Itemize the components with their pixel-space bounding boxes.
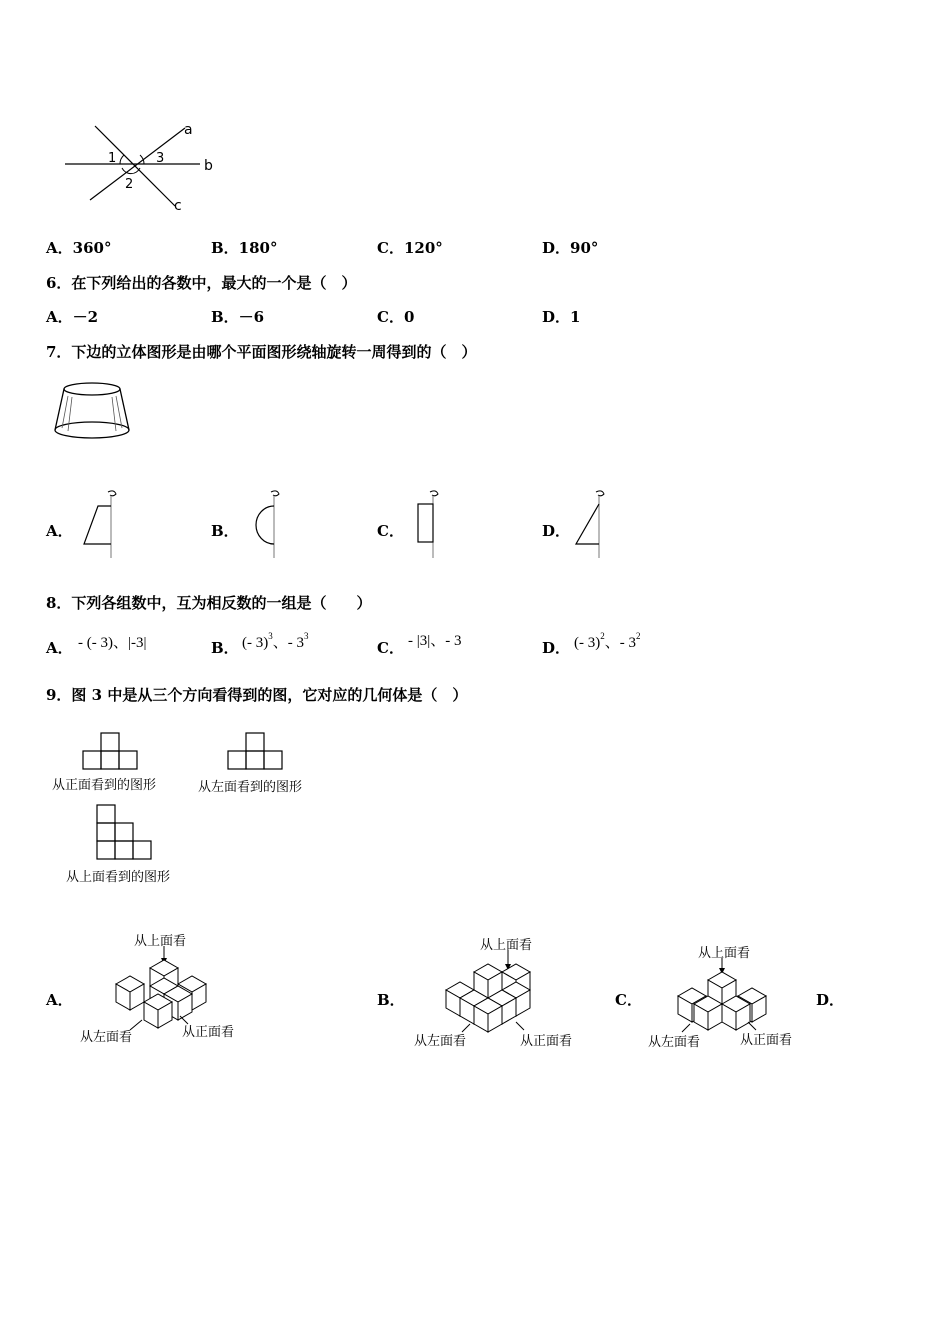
label-1: 1 (108, 151, 117, 166)
q8-option-b[interactable]: B． (211, 639, 239, 657)
q6-option-d[interactable]: D．1 (542, 308, 581, 326)
q7-shape-a-trapezoid (78, 488, 128, 560)
q7-option-c[interactable]: C． (377, 522, 404, 540)
q6-question: 6．在下列给出的各数中，最大的一个是（ ） (46, 274, 357, 292)
q8-a-sep: 、 (112, 635, 128, 651)
q8-d-e1-exp: 2 (600, 631, 605, 641)
q7-shape-b-semicircle (245, 488, 295, 560)
q9-option-d[interactable]: D． (816, 991, 845, 1009)
q8-d-e2: - 3 (619, 635, 637, 651)
angle-arc-3 (140, 155, 144, 164)
q7-option-b[interactable]: B． (211, 522, 239, 540)
q9-b-solid (440, 950, 550, 1040)
q9-a-top-arrow-label: 从上面看 (134, 934, 187, 949)
q9-c-top-arrow-label: 从上面看 (698, 946, 751, 961)
q9-left-view-grid (227, 731, 287, 771)
q9-front-view-grid (82, 731, 142, 771)
q9-b-top-arrow-label: 从上面看 (480, 938, 533, 953)
q8-c-e1: - |3| (408, 633, 431, 649)
q5-option-d[interactable]: D．90° (542, 239, 599, 257)
q8-option-a[interactable]: A． (46, 639, 73, 657)
q6-option-a[interactable]: A．－2 (46, 308, 99, 326)
q9-top-view-grid (96, 804, 156, 864)
q9-a-front-arrow-label: 从正面看 (182, 1025, 235, 1040)
q8-c-sep: 、 (430, 633, 446, 649)
label-b: b (204, 158, 213, 174)
line-c (95, 126, 175, 206)
q9-b-left-arrow-label: 从左面看 (414, 1034, 467, 1049)
q9-option-a[interactable]: A． (46, 991, 73, 1009)
label-3: 3 (156, 151, 165, 166)
q8-b-sep: 、 (272, 635, 288, 651)
q8-option-d[interactable]: D． (542, 639, 571, 657)
q5-option-c[interactable]: C．120° (377, 239, 443, 257)
q5-option-a[interactable]: A．360° (46, 239, 112, 257)
q5-option-b[interactable]: B．180° (211, 239, 278, 257)
q8-a-e1: - (- 3) (78, 635, 113, 651)
q7-option-a[interactable]: A． (46, 522, 73, 540)
q8-b-e2-exp: 3 (304, 631, 309, 641)
q9-c-left-arrow-label: 从左面看 (648, 1035, 701, 1050)
q5-lines-figure (60, 118, 230, 218)
q9-left-view-label: 从左面看到的图形 (198, 780, 303, 795)
q6-option-b[interactable]: B．－6 (211, 308, 265, 326)
q9-a-left-arrow-label: 从左面看 (80, 1030, 133, 1045)
q9-option-c[interactable]: C． (615, 991, 642, 1009)
label-a: a (184, 122, 193, 138)
q8-option-c[interactable]: C． (377, 639, 404, 657)
q9-c-solid (672, 958, 782, 1038)
label-2: 2 (125, 177, 134, 192)
q8-a-expression (78, 631, 147, 652)
q7-frustum-figure (50, 378, 140, 448)
q9-question: 9．图 3 中是从三个方向看得到的图，它对应的几何体是（ ） (46, 686, 468, 704)
q8-d-expression (574, 631, 641, 652)
q8-d-sep: 、 (604, 635, 620, 651)
q8-b-e1-exp: 3 (268, 631, 273, 641)
q7-shape-c-rectangle (410, 488, 460, 560)
q7-shape-d-triangle (570, 488, 620, 560)
q8-c-expression (408, 629, 462, 650)
q8-b-e1: (- 3) (242, 635, 269, 651)
label-c: c (174, 198, 182, 214)
q8-a-e2: |-3| (128, 635, 147, 651)
q9-front-view-label: 从正面看到的图形 (52, 778, 157, 793)
q8-b-expression (242, 631, 309, 652)
q9-c-front-arrow-label: 从正面看 (740, 1033, 793, 1048)
q9-top-view-label: 从上面看到的图形 (66, 870, 171, 885)
q8-d-e1: (- 3) (574, 635, 601, 651)
q7-question: 7．下边的立体图形是由哪个平面图形绕轴旋转一周得到的（ ） (46, 343, 477, 361)
q7-option-d[interactable]: D． (542, 522, 571, 540)
q8-d-e2-exp: 2 (636, 631, 641, 641)
q8-question: 8．下列各组数中，互为相反数的一组是（ ） (46, 594, 372, 612)
q9-b-front-arrow-label: 从正面看 (520, 1034, 573, 1049)
q8-b-e2: - 3 (287, 635, 305, 651)
angle-arc-1 (120, 155, 124, 164)
q9-option-b[interactable]: B． (377, 991, 405, 1009)
q6-option-c[interactable]: C．0 (377, 308, 415, 326)
q8-c-e2: - 3 (445, 633, 462, 649)
